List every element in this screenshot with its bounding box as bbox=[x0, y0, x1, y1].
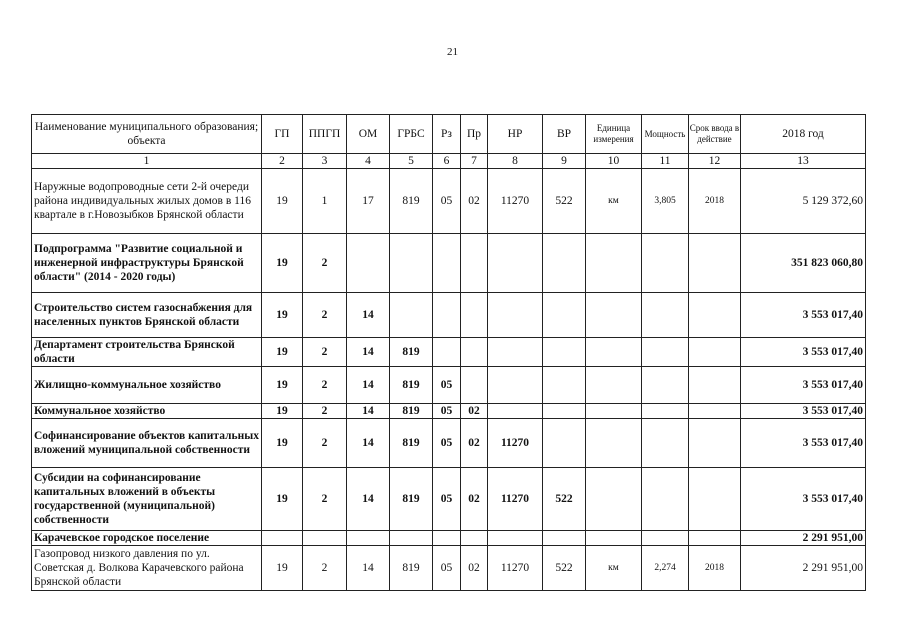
row-rz: 05 bbox=[433, 546, 461, 591]
header-unit: Единица измерения bbox=[586, 115, 642, 154]
row-grbs bbox=[390, 293, 433, 338]
header-name: Наименование муниципального образования; объекта bbox=[32, 115, 262, 154]
row-power bbox=[642, 367, 689, 404]
row-rz bbox=[433, 234, 461, 293]
row-vr: 522 bbox=[543, 169, 586, 234]
header-vr: ВР bbox=[543, 115, 586, 154]
row-grbs bbox=[390, 234, 433, 293]
row-nr bbox=[488, 404, 543, 419]
row-amount: 2 291 951,00 bbox=[741, 546, 866, 591]
row-grbs: 819 bbox=[390, 367, 433, 404]
row-power bbox=[642, 234, 689, 293]
row-gp: 19 bbox=[262, 293, 303, 338]
row-nr: 11270 bbox=[488, 546, 543, 591]
row-amount: 3 553 017,40 bbox=[741, 367, 866, 404]
row-term: 2018 bbox=[689, 169, 741, 234]
row-name: Департамент строительства Брянской области bbox=[32, 338, 262, 367]
row-term bbox=[689, 367, 741, 404]
row-rz: 05 bbox=[433, 404, 461, 419]
row-ppgp: 2 bbox=[303, 468, 347, 531]
row-name: Коммунальное хозяйство bbox=[32, 404, 262, 419]
column-number: 5 bbox=[390, 154, 433, 169]
row-ppgp: 2 bbox=[303, 404, 347, 419]
column-number: 11 bbox=[642, 154, 689, 169]
row-name: Газопровод низкого давления по ул. Советская д. Волкова Карачевского района Брянской области bbox=[32, 546, 262, 591]
header-pr: Пр bbox=[461, 115, 488, 154]
row-grbs: 819 bbox=[390, 404, 433, 419]
header-om: ОМ bbox=[347, 115, 390, 154]
row-om bbox=[347, 531, 390, 546]
row-unit bbox=[586, 293, 642, 338]
row-gp: 19 bbox=[262, 338, 303, 367]
row-nr bbox=[488, 367, 543, 404]
table-row bbox=[32, 531, 866, 546]
row-pr bbox=[461, 367, 488, 404]
column-number: 10 bbox=[586, 154, 642, 169]
row-ppgp: 1 bbox=[303, 169, 347, 234]
column-number: 1 bbox=[32, 154, 262, 169]
row-grbs: 819 bbox=[390, 169, 433, 234]
row-om bbox=[347, 234, 390, 293]
row-name: Карачевское городское поселение bbox=[32, 531, 262, 546]
row-ppgp: 2 bbox=[303, 293, 347, 338]
row-rz: 05 bbox=[433, 419, 461, 468]
row-om: 14 bbox=[347, 338, 390, 367]
row-vr bbox=[543, 404, 586, 419]
table-row bbox=[32, 367, 866, 404]
row-name: Жилищно-коммунальное хозяйство bbox=[32, 367, 262, 404]
row-term bbox=[689, 531, 741, 546]
column-number: 13 bbox=[741, 154, 866, 169]
column-number: 8 bbox=[488, 154, 543, 169]
row-om: 14 bbox=[347, 468, 390, 531]
row-unit bbox=[586, 419, 642, 468]
row-ppgp: 2 bbox=[303, 546, 347, 591]
row-amount: 351 823 060,80 bbox=[741, 234, 866, 293]
row-unit bbox=[586, 531, 642, 546]
row-power bbox=[642, 338, 689, 367]
row-ppgp: 2 bbox=[303, 338, 347, 367]
row-rz bbox=[433, 531, 461, 546]
row-name: Софинансирование объектов капитальных вложений муниципальной собственности bbox=[32, 419, 262, 468]
row-nr bbox=[488, 338, 543, 367]
row-pr bbox=[461, 531, 488, 546]
column-number: 12 bbox=[689, 154, 741, 169]
row-amount: 5 129 372,60 bbox=[741, 169, 866, 234]
row-term: 2018 bbox=[689, 546, 741, 591]
row-term bbox=[689, 468, 741, 531]
row-amount: 3 553 017,40 bbox=[741, 293, 866, 338]
row-nr bbox=[488, 234, 543, 293]
column-number: 6 bbox=[433, 154, 461, 169]
row-unit bbox=[586, 234, 642, 293]
table-header-row bbox=[32, 115, 866, 154]
row-om: 14 bbox=[347, 546, 390, 591]
row-power: 3,805 bbox=[642, 169, 689, 234]
row-pr: 02 bbox=[461, 546, 488, 591]
row-pr: 02 bbox=[461, 169, 488, 234]
row-ppgp: 2 bbox=[303, 419, 347, 468]
header-rz: Рз bbox=[433, 115, 461, 154]
row-term bbox=[689, 293, 741, 338]
row-ppgp bbox=[303, 531, 347, 546]
row-rz bbox=[433, 293, 461, 338]
header-term: Срок ввода в действие bbox=[689, 115, 741, 154]
row-unit bbox=[586, 338, 642, 367]
row-grbs: 819 bbox=[390, 338, 433, 367]
row-pr bbox=[461, 338, 488, 367]
row-om: 14 bbox=[347, 293, 390, 338]
row-rz bbox=[433, 338, 461, 367]
budget-table bbox=[31, 114, 866, 591]
column-number: 7 bbox=[461, 154, 488, 169]
row-om: 14 bbox=[347, 367, 390, 404]
row-nr bbox=[488, 531, 543, 546]
row-rz: 05 bbox=[433, 169, 461, 234]
page-number: 21 bbox=[447, 46, 458, 58]
header-grbs: ГРБС bbox=[390, 115, 433, 154]
row-unit: км bbox=[586, 169, 642, 234]
row-power bbox=[642, 419, 689, 468]
header-gp: ГП bbox=[262, 115, 303, 154]
row-unit bbox=[586, 367, 642, 404]
row-vr bbox=[543, 531, 586, 546]
row-gp: 19 bbox=[262, 404, 303, 419]
row-ppgp: 2 bbox=[303, 234, 347, 293]
row-ppgp: 2 bbox=[303, 367, 347, 404]
row-power bbox=[642, 404, 689, 419]
row-nr bbox=[488, 293, 543, 338]
row-amount: 2 291 951,00 bbox=[741, 531, 866, 546]
row-amount: 3 553 017,40 bbox=[741, 468, 866, 531]
table-row bbox=[32, 169, 866, 234]
table-row bbox=[32, 468, 866, 531]
header-power: Мощность bbox=[642, 115, 689, 154]
header-year: 2018 год bbox=[741, 115, 866, 154]
row-unit: км bbox=[586, 546, 642, 591]
row-grbs: 819 bbox=[390, 468, 433, 531]
row-rz: 05 bbox=[433, 468, 461, 531]
table-row bbox=[32, 338, 866, 367]
row-term bbox=[689, 338, 741, 367]
row-pr: 02 bbox=[461, 419, 488, 468]
table-row bbox=[32, 419, 866, 468]
row-vr: 522 bbox=[543, 546, 586, 591]
row-om: 14 bbox=[347, 404, 390, 419]
row-amount: 3 553 017,40 bbox=[741, 419, 866, 468]
column-number: 3 bbox=[303, 154, 347, 169]
row-grbs bbox=[390, 531, 433, 546]
row-gp: 19 bbox=[262, 468, 303, 531]
row-nr: 11270 bbox=[488, 169, 543, 234]
row-pr: 02 bbox=[461, 468, 488, 531]
row-om: 17 bbox=[347, 169, 390, 234]
row-unit bbox=[586, 468, 642, 531]
row-grbs: 819 bbox=[390, 546, 433, 591]
header-ppgp: ППГП bbox=[303, 115, 347, 154]
row-vr bbox=[543, 338, 586, 367]
column-number: 2 bbox=[262, 154, 303, 169]
row-vr bbox=[543, 367, 586, 404]
row-pr bbox=[461, 234, 488, 293]
row-pr bbox=[461, 293, 488, 338]
row-gp: 19 bbox=[262, 367, 303, 404]
row-amount: 3 553 017,40 bbox=[741, 338, 866, 367]
row-gp: 19 bbox=[262, 234, 303, 293]
row-power bbox=[642, 468, 689, 531]
row-vr bbox=[543, 234, 586, 293]
column-number: 9 bbox=[543, 154, 586, 169]
table-row bbox=[32, 404, 866, 419]
row-pr: 02 bbox=[461, 404, 488, 419]
row-vr bbox=[543, 293, 586, 338]
row-gp bbox=[262, 531, 303, 546]
row-nr: 11270 bbox=[488, 419, 543, 468]
header-nr: НР bbox=[488, 115, 543, 154]
row-name: Подпрограмма "Развитие социальной и инженерной инфраструктуры Брянской области" (2014 - 2020 годы) bbox=[32, 234, 262, 293]
row-vr bbox=[543, 419, 586, 468]
table-row bbox=[32, 546, 866, 591]
row-nr: 11270 bbox=[488, 468, 543, 531]
row-name: Наружные водопроводные сети 2-й очереди района индивидуальных жилых домов в 116 квартале в г.Новозыбков Брянской области bbox=[32, 169, 262, 234]
column-number: 4 bbox=[347, 154, 390, 169]
row-rz: 05 bbox=[433, 367, 461, 404]
table-row bbox=[32, 293, 866, 338]
row-amount: 3 553 017,40 bbox=[741, 404, 866, 419]
column-number-row bbox=[32, 154, 866, 169]
row-gp: 19 bbox=[262, 419, 303, 468]
row-name: Субсидии на софинансирование капитальных вложений в объекты государственной (муниципальной) собственности bbox=[32, 468, 262, 531]
row-name: Строительство систем газоснабжения для населенных пунктов Брянской области bbox=[32, 293, 262, 338]
row-power: 2,274 bbox=[642, 546, 689, 591]
row-gp: 19 bbox=[262, 546, 303, 591]
row-unit bbox=[586, 404, 642, 419]
row-term bbox=[689, 419, 741, 468]
row-vr: 522 bbox=[543, 468, 586, 531]
row-power bbox=[642, 531, 689, 546]
row-power bbox=[642, 293, 689, 338]
row-gp: 19 bbox=[262, 169, 303, 234]
row-om: 14 bbox=[347, 419, 390, 468]
row-term bbox=[689, 234, 741, 293]
row-grbs: 819 bbox=[390, 419, 433, 468]
row-term bbox=[689, 404, 741, 419]
table-row bbox=[32, 234, 866, 293]
